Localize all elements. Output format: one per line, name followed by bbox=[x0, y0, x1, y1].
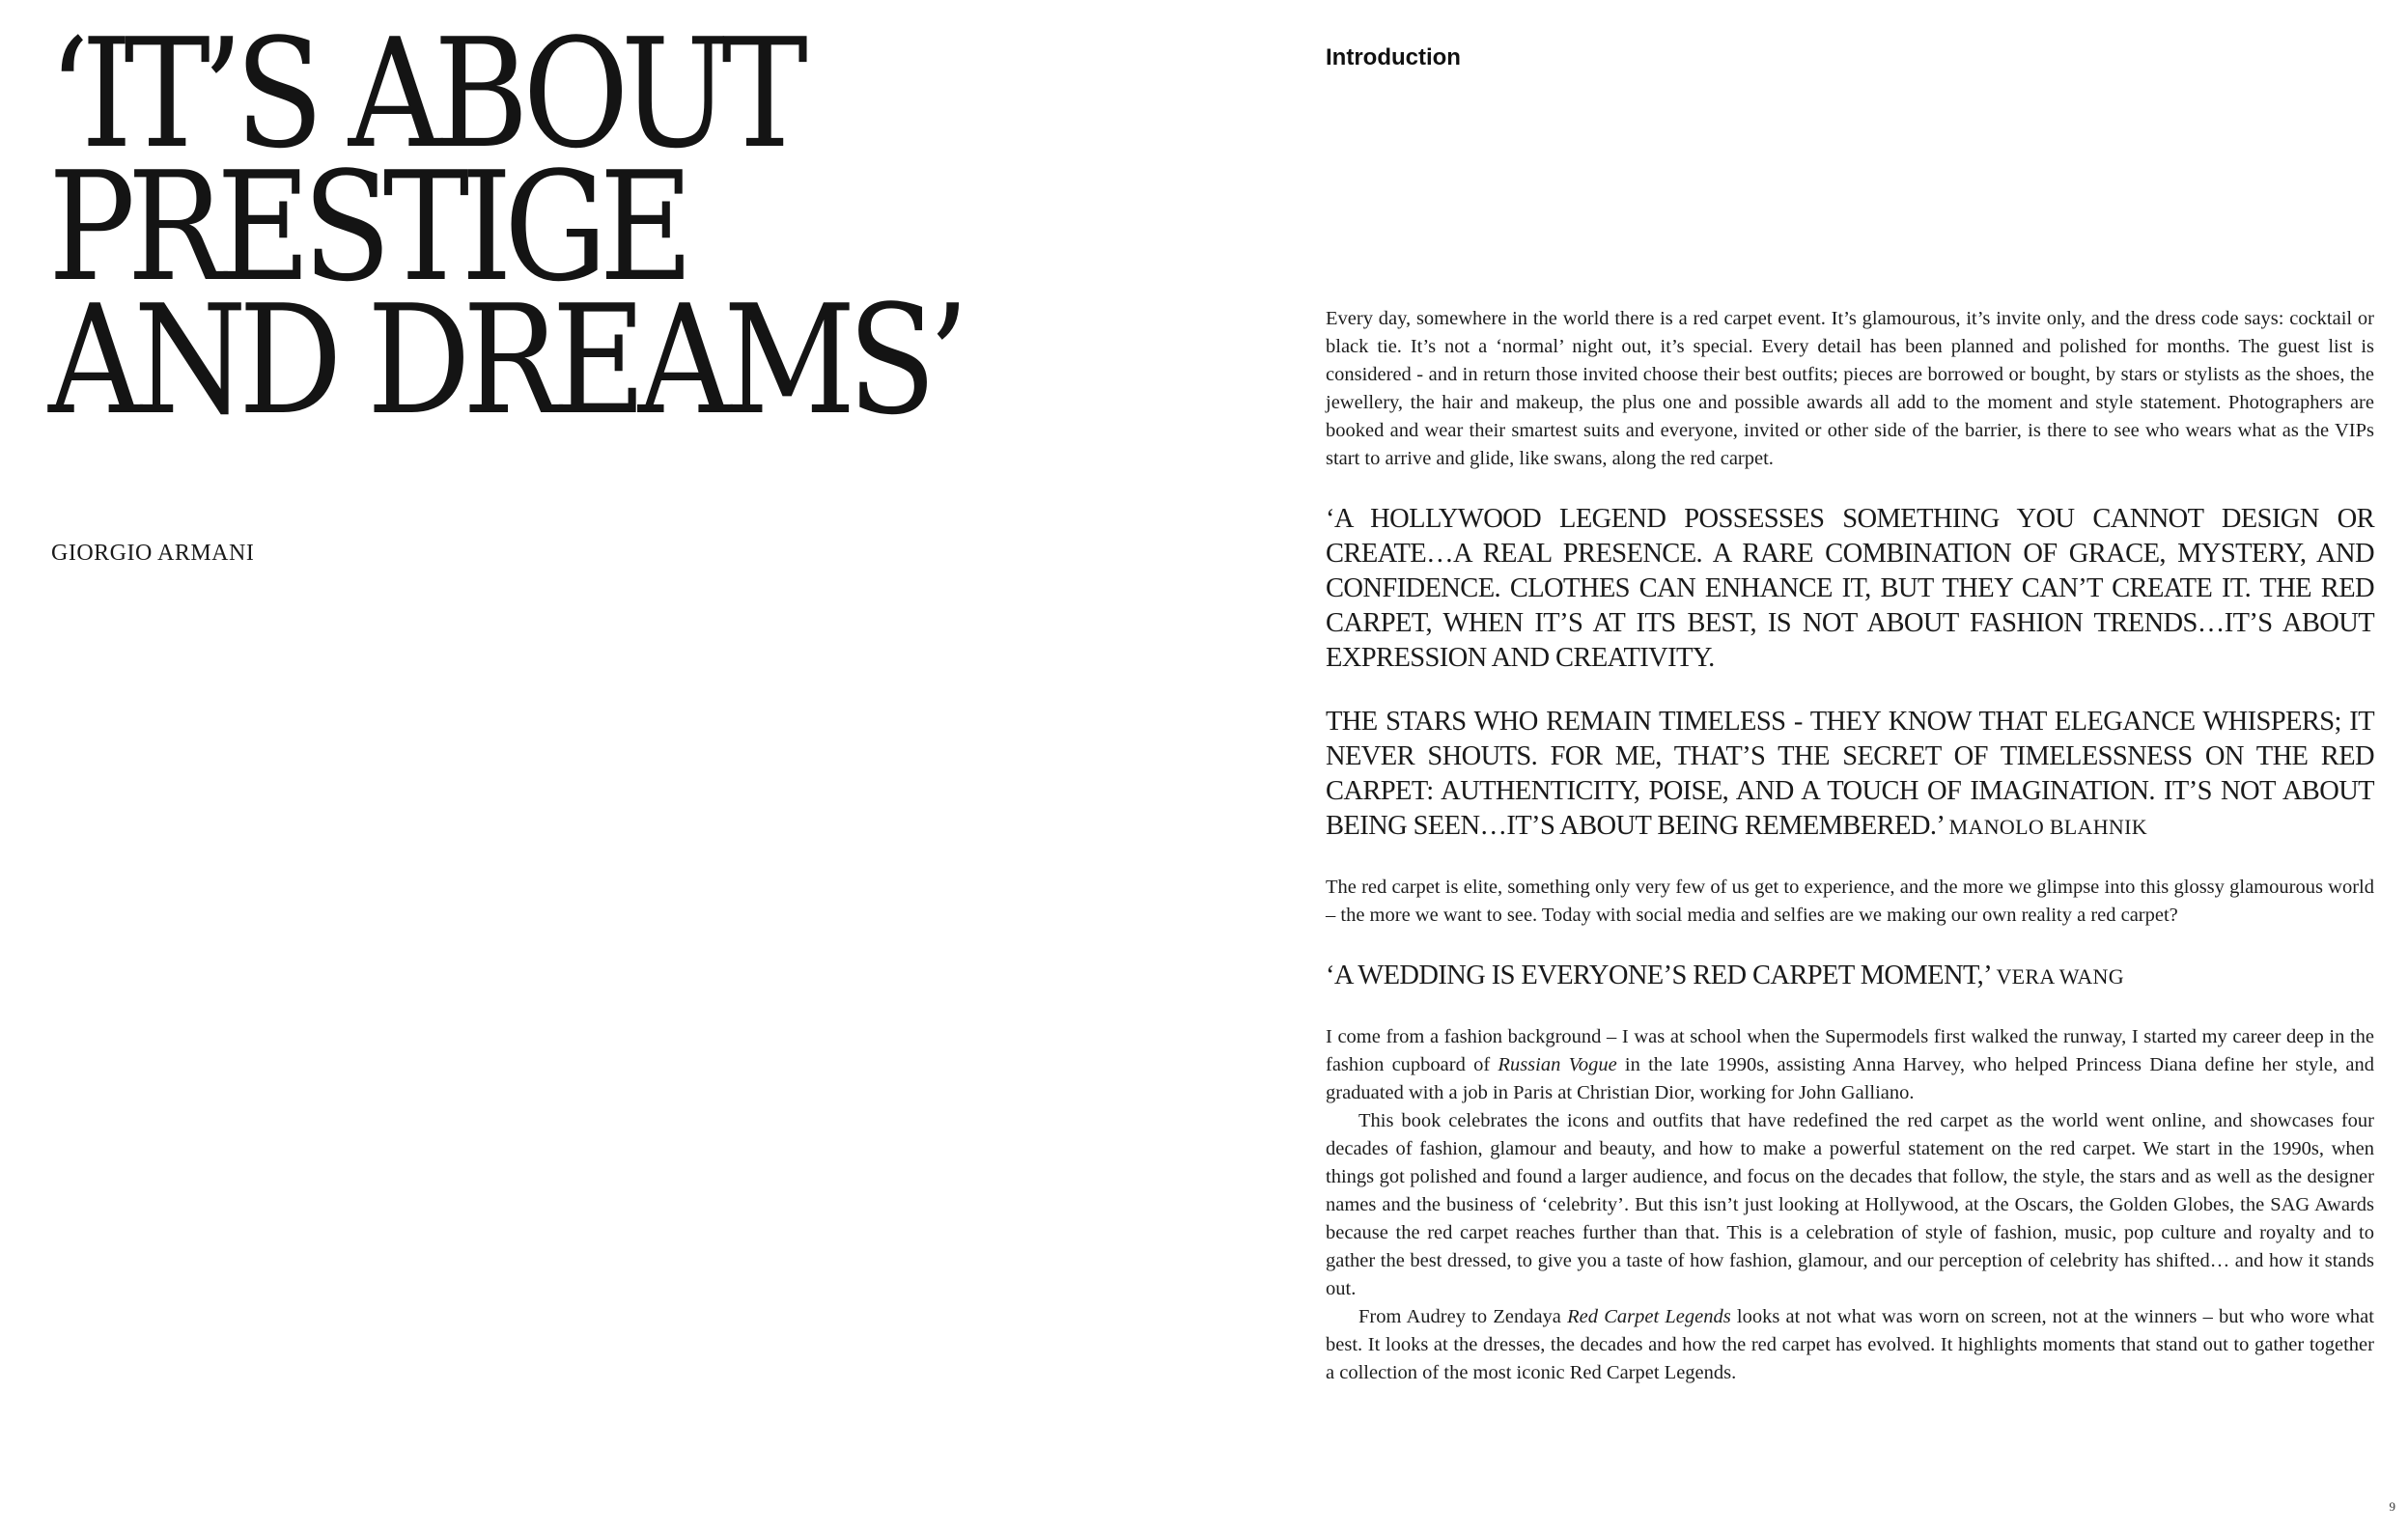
headline-line-3: AND DREAMS’ bbox=[48, 272, 962, 448]
paragraph-4: This book celebrates the icons and outfits that have redefined the red carpet as the world went online, and showcases four decades of fashion, glamour and beauty, and how to make a powerful statement on the red carpet. We start in the 1990s, when things got polished and found a larger audience, and focus on the decades that follow, the style, the stars and as well as the designer names and the business of ‘celebrity’. But this isn’t just looking at Hollywood, at the Oscars, the Golden Globes, the SAG Awards because the red carpet reaches further than that. This is a celebration of style of fashion, music, pop culture and royalty and to gather the best dressed, to give you a taste of how fashion, glamour, and our perception of celebrity has shifted… and how it stands out. bbox=[1326, 1110, 2374, 1299]
paragraph-1: Every day, somewhere in the world there is a red carpet event. It’s glamourous, it’s invite only, and the dress code says: cocktail or black tie. It’s not a ‘normal’ night out, it’s special. Every detail has been planned and polished for months. The guest list is considered - and in return those invited choose their best outfits; pieces are borrowed or bought, by stars or stylists as the shoes, the jewellery, the hair and makeup, the plus one and possible awards all add to the moment and style statement. Photographers are booked and wear their smartest suits and everyone, invited or other side of the barrier, is there to see who wears what as the VIPs start to arrive and glide, like swans, along the red carpet. bbox=[1326, 308, 2374, 469]
headline-line-2: PRESTIGE bbox=[48, 139, 686, 315]
paragraph-5 bbox=[1326, 1303, 2374, 1387]
body-column bbox=[1326, 305, 2374, 1387]
paragraph-3-start: I come from a fashion background – I was at school when the Supermodels first walked the runway, I started my career deep in the fashion cupboard of bbox=[1326, 1026, 2374, 1075]
pull-quote-2-author: VERA WANG bbox=[1996, 964, 2124, 989]
paragraph-3-end: in the late 1990s, assisting Anna Harvey, who helped Princess Diana define her style, and graduated with a job in Paris at Christian Dior, working for John Galliano. bbox=[1326, 1054, 2374, 1103]
pull-quote-1b-text: THE STARS WHO REMAIN TIMELESS - THEY KNOW THAT ELEGANCE WHISPERS; IT NEVER SHOUTS. FOR ME, THAT’S THE SECRET OF TIMELESSNESS ON THE RED CARPET: AUTHENTICITY, POISE, AND A TOUCH OF IMAGINATION. IT’S NOT ABOUT BEING SEEN…IT’S ABOUT BEING REMEMBERED.’ bbox=[1326, 707, 2374, 841]
paragraph-5-start: From Audrey to Zendaya bbox=[1358, 1306, 1568, 1327]
section-label: Introduction bbox=[1326, 44, 1461, 70]
headline-attribution: GIORGIO ARMANI bbox=[51, 541, 255, 566]
paragraph-2: The red carpet is elite, something only very few of us get to experience, and the more we glimpse into this glossy glamourous world – the more we want to see. Today with social media and selfies are we making our own reality a red carpet? bbox=[1326, 877, 2374, 926]
paragraph-5-italic: Red Carpet Legends bbox=[1567, 1306, 1731, 1327]
pull-quote-1b bbox=[1326, 705, 2374, 845]
paragraph-5-end: looks at not what was worn on screen, not at the winners – but who wore what best. It looks at the dresses, the decades and how the red carpet has evolved. It highlights moments that stand out to gather together a collection of the most iconic Red Carpet Legends. bbox=[1326, 1306, 2374, 1383]
right-page bbox=[1204, 0, 2408, 1532]
headline-quote bbox=[48, 6, 1003, 448]
pull-quote-1-author: MANOLO BLAHNIK bbox=[1948, 815, 2147, 839]
pull-quote-2 bbox=[1326, 959, 2374, 994]
paragraph-3 bbox=[1326, 1023, 2374, 1107]
paragraph-3-italic: Russian Vogue bbox=[1498, 1054, 1617, 1075]
pull-quote-2-text: ‘A WEDDING IS EVERYONE’S RED CARPET MOMENT,’ bbox=[1326, 961, 1990, 990]
page-number: 9 bbox=[2389, 1499, 2395, 1514]
pull-quote-1a: ‘A HOLLYWOOD LEGEND POSSESSES SOMETHING YOU CANNOT DESIGN OR CREATE…A REAL PRESENCE. A RARE COMBINATION OF GRACE, MYSTERY, AND CONFIDENCE. CLOTHES CAN ENHANCE IT, BUT THEY CAN’T CREATE IT. THE RED CARPET, WHEN IT’S AT ITS BEST, IS NOT ABOUT FASHION TRENDS…IT’S ABOUT EXPRESSION AND CREATIVITY. bbox=[1326, 504, 2374, 673]
headline-line-1: ‘IT’S ABOUT bbox=[48, 6, 800, 181]
